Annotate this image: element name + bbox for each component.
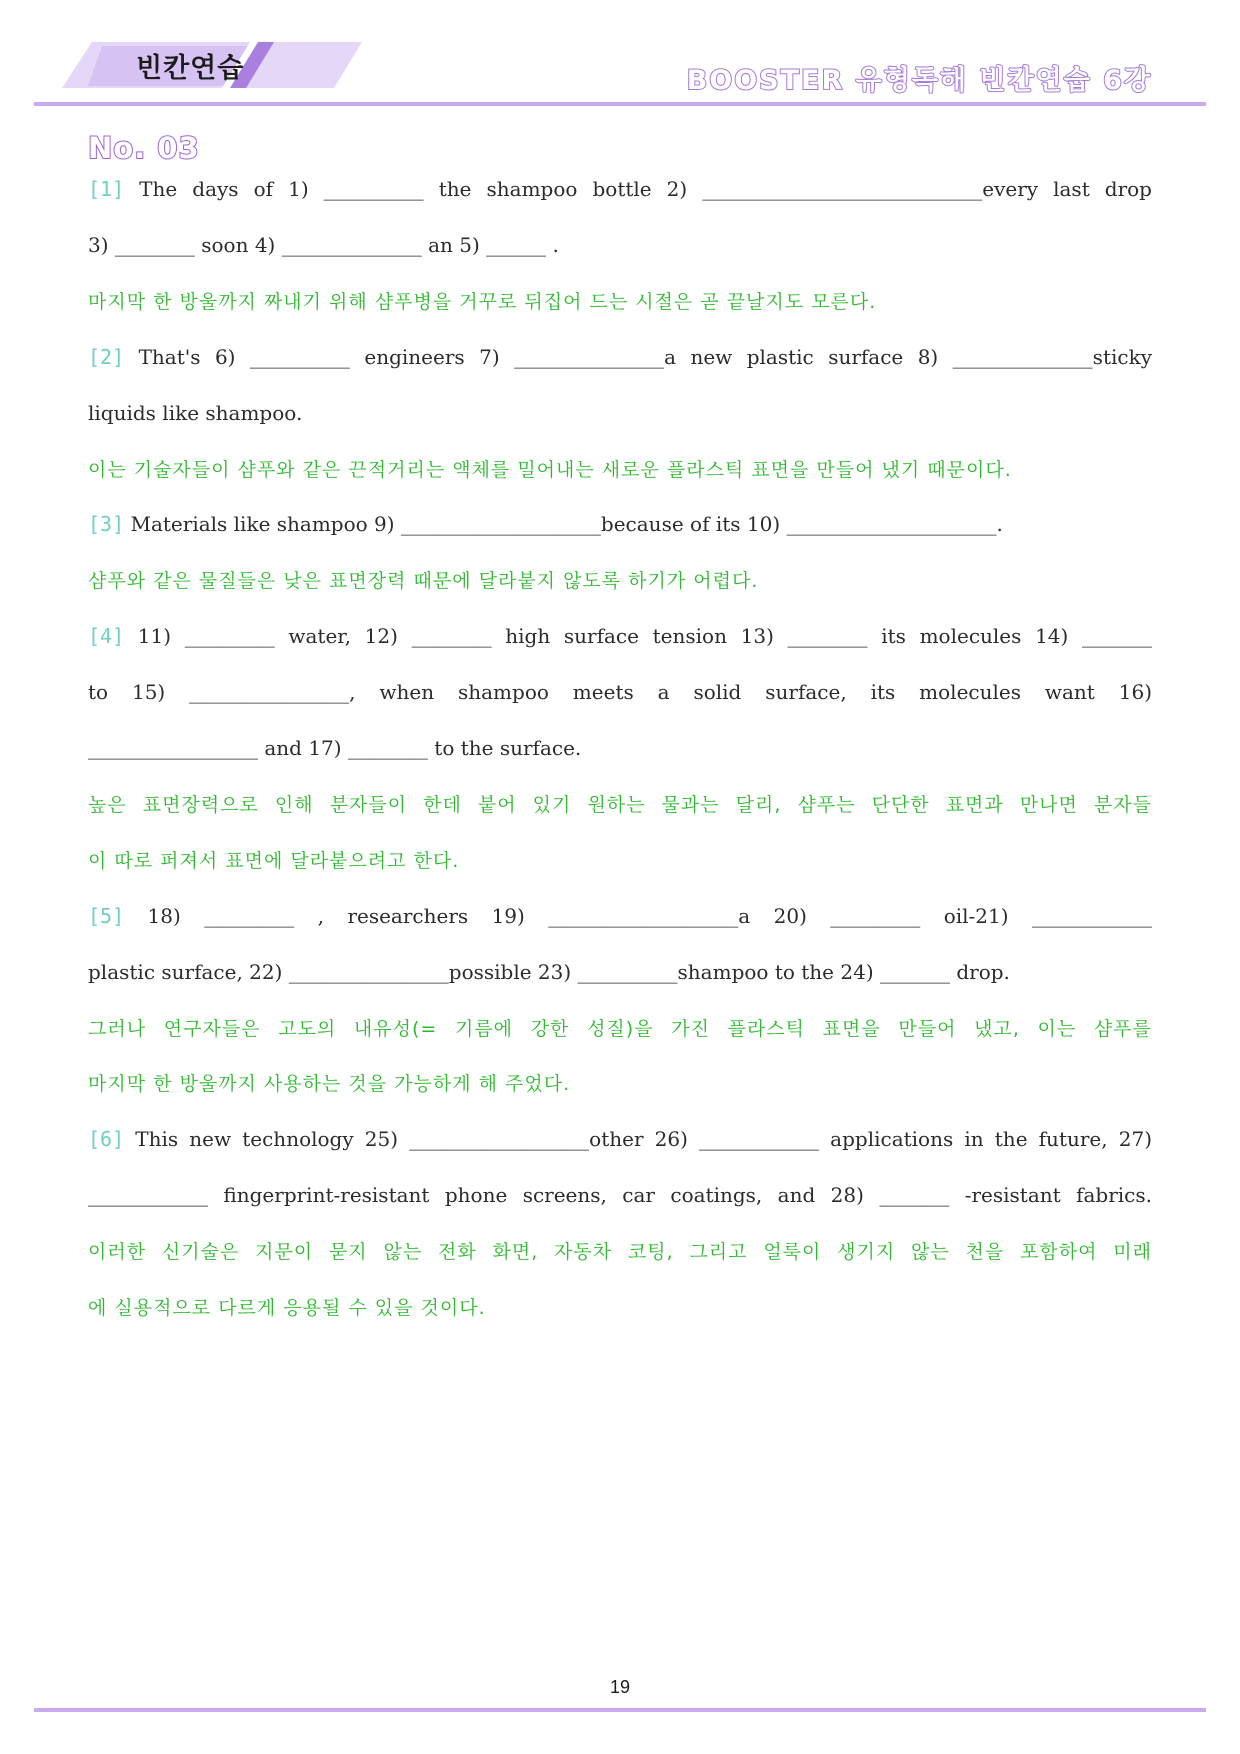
english-text: This new technology 25) __________________other 26) ____________ applications in the future, 27): [124, 1127, 1152, 1151]
header-tab-label: 빈칸연습: [136, 53, 245, 84]
blank-sentence-line: [88, 1183, 1152, 1207]
korean-translation-text: 이는 기술자들이 샴푸와 같은 끈적거리는 액체를 밀어내는 새로운 플라스틱 표면을 만들어 냈기 때문이다.: [88, 459, 1012, 481]
korean-translation-text: 높은 표면장력으로 인해 분자들이 한데 붙어 있기 원하는 물과는 달리, 샴푸는 단단한 표면과 만나면 분자들: [88, 794, 1152, 816]
blank-sentence-line: [88, 960, 1152, 984]
paragraph-marker: [2]: [88, 345, 125, 369]
blank-sentence-line: [88, 233, 1152, 257]
english-text: That's 6) __________ engineers 7) _______________a new plastic surface 8) ______________sticky: [124, 345, 1152, 369]
english-text: The days of 1) __________ the shampoo bottle 2) ____________________________every last drop: [124, 177, 1152, 201]
korean-translation-text: 에 실용적으로 다르게 응용될 수 있을 것이다.: [88, 1297, 486, 1319]
header-title: BOOSTER 유형독해 빈칸연습 6강: [686, 65, 1152, 96]
paragraph-marker: [5]: [88, 904, 125, 928]
english-text: to 15) ________________, when shampoo meets a solid surface, its molecules want 16): [88, 680, 1152, 704]
translation-line: [88, 1071, 1152, 1096]
blank-sentence-line: [88, 736, 1152, 760]
korean-translation-text: 이 따로 퍼져서 표면에 달라붙으려고 한다.: [88, 850, 460, 872]
blank-sentence-line: [88, 401, 1152, 425]
korean-translation-text: 마지막 한 방울까지 짜내기 위해 샴푸병을 거꾸로 뒤집어 드는 시절은 곧 끝날지도 모른다.: [88, 291, 877, 313]
question-number: No. 03: [88, 131, 200, 165]
translation-line: [88, 1295, 1152, 1320]
english-text: _________________ and 17) ________ to the surface.: [88, 736, 582, 760]
blank-sentence-line: [88, 177, 1152, 201]
page-number: 19: [609, 1677, 631, 1697]
blank-sentence-line: [88, 345, 1152, 369]
english-text: 3) ________ soon 4) ______________ an 5) ______ .: [88, 233, 559, 257]
translation-line: [88, 568, 1152, 593]
blank-sentence-line: [88, 680, 1152, 704]
korean-translation-text: 그러나 연구자들은 고도의 내유성(= 기름에 강한 성질)을 가진 플라스틱 표면을 만들어 냈고, 이는 샴푸를: [88, 1018, 1152, 1040]
paragraph-marker: [1]: [88, 177, 125, 201]
korean-translation-text: 이러한 신기술은 지문이 묻지 않는 전화 화면, 자동차 코팅, 그리고 얼룩이 생기지 않는 천을 포함하여 미래: [88, 1241, 1152, 1263]
paragraph-marker: [4]: [88, 624, 125, 648]
korean-translation-text: 샴푸와 같은 물질들은 낮은 표면장력 때문에 달라붙지 않도록 하기가 어렵다.: [88, 570, 759, 592]
translation-line: [88, 289, 1152, 314]
english-text: 18) _________ , researchers 19) ___________________a 20) _________ oil-21) ____________: [124, 904, 1152, 928]
paragraph-marker: [6]: [88, 1127, 125, 1151]
translation-line: [88, 1239, 1152, 1264]
english-text: liquids like shampoo.: [88, 401, 303, 425]
paragraph-marker: [3]: [88, 512, 125, 536]
translation-line: [88, 792, 1152, 817]
blank-sentence-line: [88, 1127, 1152, 1151]
header-divider: [34, 102, 1206, 106]
blank-sentence-line: [88, 512, 1152, 536]
blank-sentence-line: [88, 624, 1152, 648]
translation-line: [88, 1016, 1152, 1041]
translation-line: [88, 848, 1152, 873]
blank-sentence-line: [88, 904, 1152, 928]
english-text: Materials like shampoo 9) ____________________because of its 10) _____________________.: [124, 512, 1003, 536]
english-text: 11) _________ water, 12) ________ high surface tension 13) ________ its molecules 14) _______: [124, 624, 1152, 648]
korean-translation-text: 마지막 한 방울까지 사용하는 것을 가능하게 해 주었다.: [88, 1073, 571, 1095]
translation-line: [88, 457, 1152, 482]
english-text: plastic surface, 22) ________________possible 23) __________shampoo to the 24) _______ drop.: [88, 960, 1010, 984]
header-tab: [62, 42, 362, 88]
english-text: ____________ fingerprint-resistant phone screens, car coatings, and 28) _______ -resistant fabrics.: [88, 1183, 1152, 1207]
footer-divider: [34, 1708, 1206, 1712]
